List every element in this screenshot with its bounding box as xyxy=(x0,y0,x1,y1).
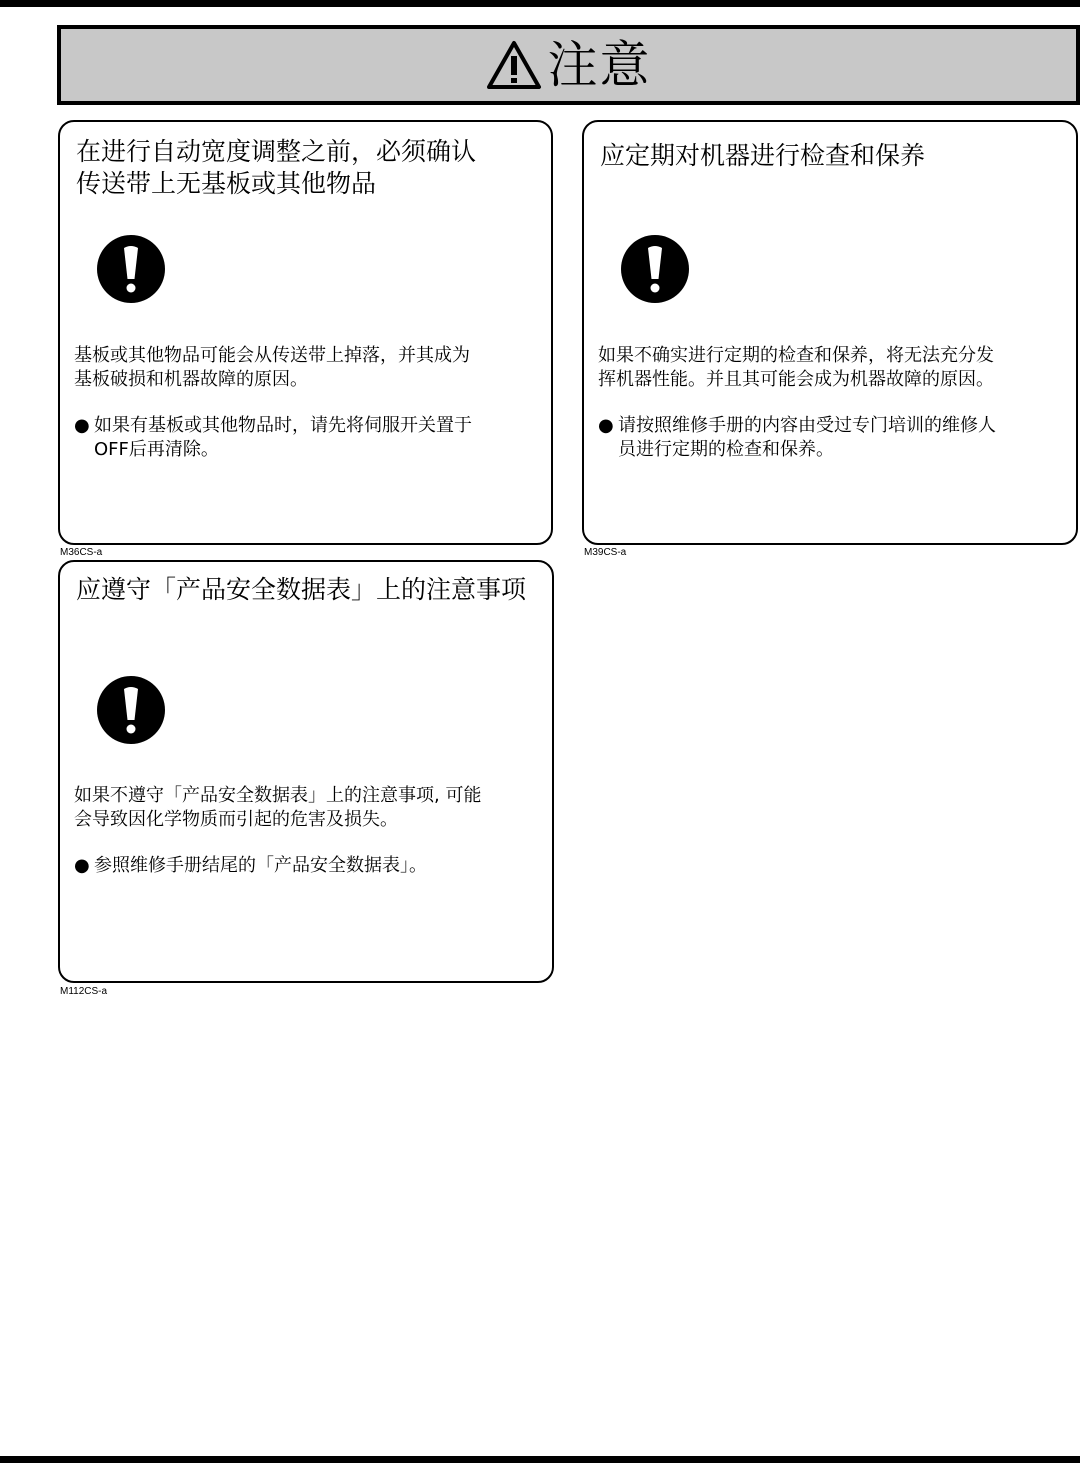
card-code: M112CS-a xyxy=(60,986,108,997)
bottom-rule xyxy=(0,1456,1080,1463)
mandatory-exclamation-icon xyxy=(96,675,166,749)
bullet-dot: ● xyxy=(74,415,90,436)
bullet-dot: ● xyxy=(74,855,90,876)
caution-card-maintenance xyxy=(582,120,1078,545)
mandatory-exclamation-icon xyxy=(96,234,166,308)
card-bullet xyxy=(74,854,427,878)
card-body: 基板或其他物品可能会从传送带上掉落，并其成为 基板破损和机器故障的原因。 xyxy=(74,345,470,390)
caution-banner xyxy=(57,25,1080,105)
bullet-text: 如果有基板或其他物品时，请先将伺服开关置于 OFF后再清除。 xyxy=(94,415,472,460)
caution-card-safety-data-sheet xyxy=(58,560,554,983)
card-title: 在进行自动宽度调整之前，必须确认 传送带上无基板或其他物品 xyxy=(76,137,477,198)
bullet-dot: ● xyxy=(598,415,614,436)
card-body: 如果不确实进行定期的检查和保养，将无法充分发 挥机器性能。并且其可能会成为机器故障的原因。 xyxy=(598,345,994,390)
banner-title: 注意 xyxy=(547,36,652,94)
mandatory-exclamation-icon xyxy=(620,234,690,308)
bullet-text: 请按照维修手册的内容由受过专门培训的维修人 员进行定期的检查和保养。 xyxy=(618,415,996,460)
card-code: M36CS-a xyxy=(60,547,103,558)
caution-card-auto-width xyxy=(58,120,553,545)
card-title: 应遵守「产品安全数据表」上的注意事项 xyxy=(76,575,527,604)
card-title: 应定期对机器进行检查和保养 xyxy=(600,141,926,170)
bullet-text: 参照维修手册结尾的「产品安全数据表」。 xyxy=(94,855,427,876)
card-code: M39CS-a xyxy=(584,547,627,558)
warning-triangle-icon xyxy=(486,40,542,90)
top-rule xyxy=(0,0,1080,7)
card-body: 如果不遵守「产品安全数据表」上的注意事项, 可能 会导致因化学物质而引起的危害及损失。 xyxy=(74,785,482,830)
card-bullet xyxy=(598,414,996,462)
card-bullet xyxy=(74,414,472,462)
